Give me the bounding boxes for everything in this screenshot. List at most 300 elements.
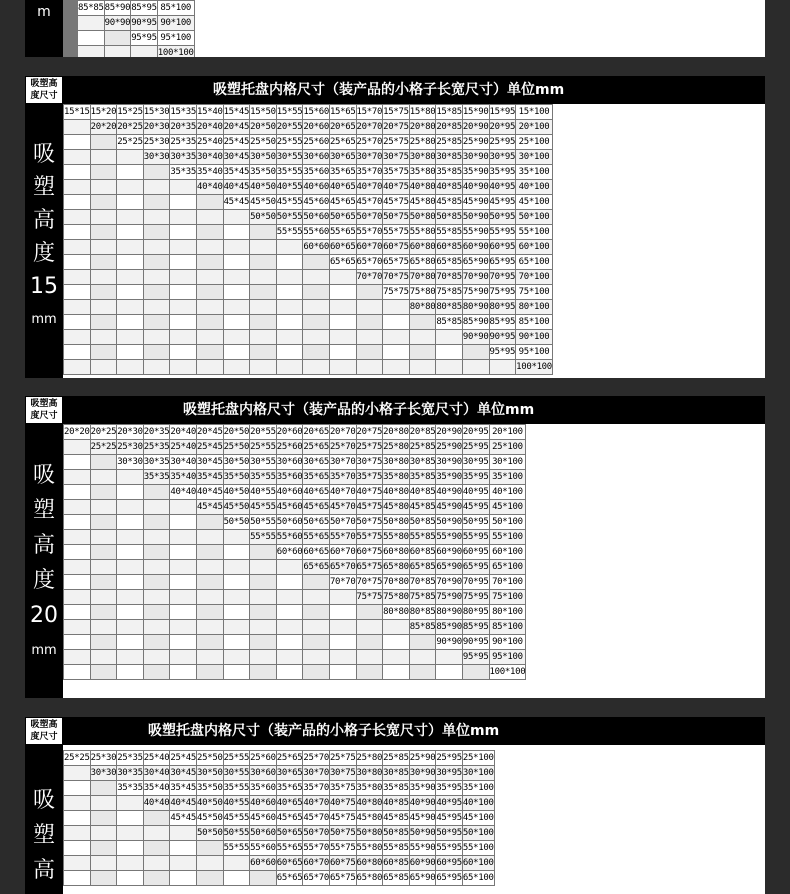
size-cell <box>64 150 91 165</box>
size-cell: 40*75 <box>329 796 356 811</box>
size-cell <box>143 590 170 605</box>
table-title-text: 吸塑托盘内格尺寸（装产品的小格子长宽尺寸）单位mm <box>148 723 500 739</box>
corner-label <box>25 717 63 745</box>
size-cell <box>117 470 144 485</box>
size-cell <box>462 360 489 375</box>
size-cell: 40*65 <box>303 485 330 500</box>
size-cell: 30*85 <box>436 150 463 165</box>
size-cell <box>117 605 144 620</box>
size-cell: 30*65 <box>329 150 356 165</box>
size-cell: 30*65 <box>303 455 330 470</box>
size-cell: 25*60 <box>303 135 330 150</box>
size-cell <box>383 635 410 650</box>
size-cell <box>383 620 410 635</box>
size-cell: 25*25 <box>90 440 117 455</box>
size-cell <box>64 560 91 575</box>
size-cell <box>170 841 197 856</box>
size-cell: 35*70 <box>329 470 356 485</box>
size-cell: 40*85 <box>436 180 463 195</box>
size-cell: 45*45 <box>170 811 197 826</box>
size-cell <box>170 530 197 545</box>
size-cell: 25*55 <box>250 440 277 455</box>
size-cell: 60*60 <box>276 545 303 560</box>
size-cell <box>64 120 91 135</box>
size-cell <box>143 530 170 545</box>
size-cell: 45*50 <box>250 195 277 210</box>
size-cell: 60*95 <box>462 545 489 560</box>
size-cell: 25*35 <box>117 751 144 766</box>
size-cell: 40*50 <box>223 485 250 500</box>
size-cell: 40*45 <box>223 180 250 195</box>
size-cell: 85*95 <box>131 1 158 16</box>
size-cell: 50*70 <box>303 826 330 841</box>
size-cell: 15*90 <box>462 105 489 120</box>
size-cell: 25*85 <box>409 440 436 455</box>
height-label-char: 度 <box>32 568 55 593</box>
size-cell: 30*45 <box>170 766 197 781</box>
size-cell: 25*65 <box>276 751 303 766</box>
size-cell <box>90 841 117 856</box>
size-cell: 85*95 <box>462 620 489 635</box>
size-cell <box>170 255 197 270</box>
size-cell <box>117 165 144 180</box>
table-row <box>64 545 526 560</box>
size-cell: 55*80 <box>409 225 436 240</box>
size-cell: 70*80 <box>383 575 410 590</box>
size-cell: 65*70 <box>303 871 330 886</box>
size-cell <box>143 300 170 315</box>
table-row <box>64 315 553 330</box>
size-cell: 80*95 <box>462 605 489 620</box>
size-cell <box>196 330 223 345</box>
size-cell: 35*55 <box>250 470 277 485</box>
size-cell <box>143 315 170 330</box>
size-cell <box>143 841 170 856</box>
size-cell <box>329 330 356 345</box>
size-cell <box>143 330 170 345</box>
size-cell: 60*65 <box>276 856 303 871</box>
size-cell <box>196 255 223 270</box>
size-cell <box>462 345 489 360</box>
size-cell: 45*95 <box>436 811 463 826</box>
size-cell <box>329 620 356 635</box>
size-cell: 25*40 <box>143 751 170 766</box>
size-cell: 75*75 <box>356 590 383 605</box>
size-cell: 35*65 <box>303 470 330 485</box>
size-cell <box>117 255 144 270</box>
size-cell <box>64 796 91 811</box>
size-cell <box>143 545 170 560</box>
size-cell <box>117 841 144 856</box>
size-cell: 85*85 <box>78 1 105 16</box>
size-cell: 30*30 <box>90 766 117 781</box>
size-cell <box>223 530 250 545</box>
size-cell: 30*45 <box>223 150 250 165</box>
size-cell: 65*85 <box>409 560 436 575</box>
size-cell <box>196 315 223 330</box>
size-cell: 40*95 <box>489 180 516 195</box>
size-cell <box>117 180 144 195</box>
size-cell <box>90 180 117 195</box>
size-cell <box>64 650 91 665</box>
size-cell <box>90 575 117 590</box>
size-cell: 25*85 <box>436 135 463 150</box>
size-cell: 30*50 <box>196 766 223 781</box>
table-row <box>64 500 526 515</box>
size-cell: 30*55 <box>276 150 303 165</box>
size-cell <box>303 330 330 345</box>
size-cell <box>64 485 91 500</box>
size-cell <box>409 360 436 375</box>
size-cell: 90*100 <box>489 635 526 650</box>
size-cell: 45*60 <box>303 195 330 210</box>
size-cell: 45*75 <box>383 195 410 210</box>
size-cell <box>143 360 170 375</box>
size-cell: 90*95 <box>131 16 158 31</box>
size-cell <box>223 856 250 871</box>
size-cell <box>223 270 250 285</box>
size-cell: 100*100 <box>516 360 553 375</box>
size-cell: 40*40 <box>143 796 170 811</box>
size-cell: 20*95 <box>462 425 489 440</box>
size-cell <box>117 500 144 515</box>
size-cell <box>356 300 383 315</box>
size-cell <box>64 811 91 826</box>
size-cell: 40*60 <box>303 180 330 195</box>
size-cell: 85*90 <box>436 620 463 635</box>
size-cell <box>196 285 223 300</box>
size-cell: 30*90 <box>409 766 436 781</box>
size-cell: 55*80 <box>356 841 383 856</box>
size-cell <box>90 470 117 485</box>
size-cell <box>90 811 117 826</box>
size-cell: 75*100 <box>489 590 526 605</box>
size-cell: 85*100 <box>489 620 526 635</box>
size-cell <box>436 665 463 680</box>
size-cell: 20*90 <box>462 120 489 135</box>
table-row <box>64 360 553 375</box>
size-cell: 30*95 <box>489 150 516 165</box>
size-cell <box>117 270 144 285</box>
size-cell: 55*90 <box>462 225 489 240</box>
size-cell <box>90 620 117 635</box>
size-cell: 30*100 <box>462 766 494 781</box>
size-cell: 25*35 <box>170 135 197 150</box>
size-cell: 40*70 <box>303 796 330 811</box>
table-row <box>64 195 553 210</box>
size-cell: 30*55 <box>250 455 277 470</box>
size-cell <box>196 195 223 210</box>
size-cell: 40*100 <box>489 485 526 500</box>
size-cell: 50*95 <box>436 826 463 841</box>
size-cell: 30*70 <box>329 455 356 470</box>
size-cell <box>276 300 303 315</box>
size-cell <box>303 270 330 285</box>
size-cell: 70*100 <box>489 575 526 590</box>
size-cell: 45*45 <box>196 500 223 515</box>
table-row <box>64 165 553 180</box>
size-cell: 95*95 <box>462 650 489 665</box>
size-cell <box>117 300 144 315</box>
size-cell <box>143 345 170 360</box>
size-table-panel-top <box>25 0 765 57</box>
size-cell: 50*60 <box>276 515 303 530</box>
size-cell <box>143 165 170 180</box>
size-cell: 55*90 <box>436 530 463 545</box>
size-cell: 30*90 <box>436 455 463 470</box>
size-cell: 85*90 <box>104 1 131 16</box>
size-cell: 65*95 <box>436 871 463 886</box>
size-cell: 40*70 <box>329 485 356 500</box>
size-cell <box>64 871 91 886</box>
size-cell <box>276 620 303 635</box>
size-cell <box>409 665 436 680</box>
size-cell <box>170 515 197 530</box>
size-cell: 55*70 <box>329 530 356 545</box>
size-cell: 85*90 <box>462 315 489 330</box>
size-cell: 50*100 <box>462 826 494 841</box>
size-cell: 40*55 <box>223 796 250 811</box>
size-cell: 30*40 <box>143 766 170 781</box>
size-cell: 60*70 <box>329 545 356 560</box>
size-cell <box>303 665 330 680</box>
size-cell: 15*100 <box>516 105 553 120</box>
size-cell <box>356 360 383 375</box>
size-cell: 60*75 <box>329 856 356 871</box>
size-cell <box>250 285 277 300</box>
size-cell <box>117 315 144 330</box>
size-cell: 45*65 <box>276 811 303 826</box>
size-table-panel-20mm <box>25 396 765 698</box>
size-cell: 30*85 <box>409 455 436 470</box>
size-cell: 35*60 <box>303 165 330 180</box>
size-cell: 80*80 <box>409 300 436 315</box>
size-cell: 95*95 <box>489 345 516 360</box>
size-cell: 75*85 <box>409 590 436 605</box>
table-row <box>64 826 495 841</box>
size-cell: 90*100 <box>157 16 194 31</box>
size-cell: 60*85 <box>436 240 463 255</box>
size-cell <box>276 315 303 330</box>
size-cell: 30*60 <box>276 455 303 470</box>
size-cell: 40*100 <box>462 796 494 811</box>
size-cell: 90*95 <box>489 330 516 345</box>
size-cell: 40*90 <box>436 485 463 500</box>
size-cell <box>196 560 223 575</box>
size-cell: 45*55 <box>250 500 277 515</box>
size-cell <box>223 590 250 605</box>
size-cell <box>436 345 463 360</box>
size-cell: 40*60 <box>276 485 303 500</box>
size-cell <box>303 605 330 620</box>
size-cell: 65*90 <box>436 560 463 575</box>
size-cell: 20*60 <box>276 425 303 440</box>
height-label-char: 吸 <box>32 142 55 167</box>
size-cell: 70*95 <box>489 270 516 285</box>
size-cell <box>64 270 91 285</box>
size-cell: 30*90 <box>462 150 489 165</box>
size-cell: 25*70 <box>356 135 383 150</box>
size-cell: 80*90 <box>436 605 463 620</box>
size-cell: 55*90 <box>409 841 436 856</box>
size-cell <box>196 300 223 315</box>
size-cell: 20*85 <box>436 120 463 135</box>
size-cell: 60*85 <box>409 545 436 560</box>
size-cell <box>143 665 170 680</box>
size-cell: 35*85 <box>383 781 410 796</box>
size-cell <box>90 605 117 620</box>
size-cell <box>329 665 356 680</box>
size-cell <box>356 650 383 665</box>
size-cell: 35*40 <box>143 781 170 796</box>
size-cell: 55*70 <box>303 841 330 856</box>
size-cell: 35*55 <box>223 781 250 796</box>
size-cell <box>276 635 303 650</box>
size-cell <box>329 635 356 650</box>
size-cell <box>143 620 170 635</box>
size-cell: 40*70 <box>356 180 383 195</box>
size-cell <box>303 575 330 590</box>
size-cell <box>117 195 144 210</box>
size-cell: 25*75 <box>356 440 383 455</box>
size-cell <box>143 485 170 500</box>
size-cell: 60*90 <box>409 856 436 871</box>
size-cell: 30*40 <box>196 150 223 165</box>
size-cell <box>64 195 91 210</box>
size-cell <box>170 620 197 635</box>
size-cell: 50*95 <box>462 515 489 530</box>
size-cell: 35*50 <box>196 781 223 796</box>
size-cell: 20*55 <box>250 425 277 440</box>
size-cell: 55*70 <box>356 225 383 240</box>
size-cell: 35*55 <box>276 165 303 180</box>
size-cell <box>117 485 144 500</box>
table-row <box>64 485 526 500</box>
size-cell <box>250 560 277 575</box>
size-cell: 40*90 <box>462 180 489 195</box>
size-cell <box>303 315 330 330</box>
size-cell <box>143 811 170 826</box>
size-cell: 95*100 <box>516 345 553 360</box>
size-cell <box>170 545 197 560</box>
size-cell <box>117 856 144 871</box>
size-cell <box>250 225 277 240</box>
size-cell: 25*50 <box>196 751 223 766</box>
size-cell <box>223 635 250 650</box>
size-cell: 25*80 <box>383 440 410 455</box>
table-title <box>63 396 765 424</box>
size-cell <box>223 210 250 225</box>
size-cell <box>250 360 277 375</box>
size-cell <box>250 650 277 665</box>
size-cell: 25*50 <box>250 135 277 150</box>
size-cell: 75*80 <box>383 590 410 605</box>
size-cell <box>196 210 223 225</box>
size-cell: 20*90 <box>436 425 463 440</box>
size-cell: 25*95 <box>436 751 463 766</box>
size-cell: 20*50 <box>250 120 277 135</box>
table-row <box>64 515 526 530</box>
table-row <box>64 180 553 195</box>
size-cell <box>64 300 91 315</box>
size-cell: 55*75 <box>356 530 383 545</box>
size-cell: 50*85 <box>436 210 463 225</box>
size-cell: 30*100 <box>489 455 526 470</box>
size-cell: 60*80 <box>383 545 410 560</box>
table-row <box>64 751 495 766</box>
size-cell: 35*60 <box>250 781 277 796</box>
size-cell <box>143 515 170 530</box>
height-label-char: 15 <box>30 274 58 299</box>
size-cell <box>250 345 277 360</box>
size-cell: 50*50 <box>223 515 250 530</box>
size-cell: 50*75 <box>356 515 383 530</box>
size-cell: 20*50 <box>223 425 250 440</box>
size-cell <box>170 650 197 665</box>
size-cell: 35*45 <box>223 165 250 180</box>
size-cell: 55*100 <box>462 841 494 856</box>
size-cell <box>250 665 277 680</box>
size-cell: 60*85 <box>383 856 410 871</box>
height-label-char: 吸 <box>32 463 55 488</box>
size-cell: 60*95 <box>436 856 463 871</box>
size-cell <box>223 575 250 590</box>
size-cell <box>64 515 91 530</box>
size-cell: 50*55 <box>276 210 303 225</box>
size-cell <box>104 46 131 58</box>
size-cell: 40*50 <box>250 180 277 195</box>
size-cell: 25*65 <box>303 440 330 455</box>
size-cell: 30*75 <box>329 766 356 781</box>
size-cell: 25*25 <box>117 135 144 150</box>
size-cell: 40*95 <box>462 485 489 500</box>
size-cell <box>143 270 170 285</box>
size-cell <box>329 285 356 300</box>
size-cell: 40*90 <box>409 796 436 811</box>
size-cell: 60*95 <box>489 240 516 255</box>
size-cell <box>250 620 277 635</box>
size-cell: 25*100 <box>489 440 526 455</box>
size-cell: 30*60 <box>303 150 330 165</box>
size-cell <box>276 605 303 620</box>
size-cell: 45*90 <box>462 195 489 210</box>
size-cell: 15*85 <box>436 105 463 120</box>
size-cell <box>90 560 117 575</box>
size-cell: 55*85 <box>383 841 410 856</box>
table-row <box>64 856 495 871</box>
size-cell: 25*50 <box>223 440 250 455</box>
size-cell <box>329 590 356 605</box>
size-cell: 20*25 <box>90 425 117 440</box>
size-cell: 80*100 <box>489 605 526 620</box>
size-cell: 20*45 <box>223 120 250 135</box>
size-cell <box>117 560 144 575</box>
size-cell <box>64 315 91 330</box>
size-cell: 55*65 <box>329 225 356 240</box>
size-cell <box>117 150 144 165</box>
size-cell <box>170 345 197 360</box>
size-cell: 25*25 <box>64 751 91 766</box>
size-cell: 25*100 <box>462 751 494 766</box>
size-cell <box>117 530 144 545</box>
size-cell <box>329 605 356 620</box>
size-cell <box>170 360 197 375</box>
size-cell: 45*90 <box>409 811 436 826</box>
table-row <box>64 150 553 165</box>
table-row <box>64 225 553 240</box>
size-cell: 25*30 <box>143 135 170 150</box>
size-cell: 20*80 <box>383 425 410 440</box>
